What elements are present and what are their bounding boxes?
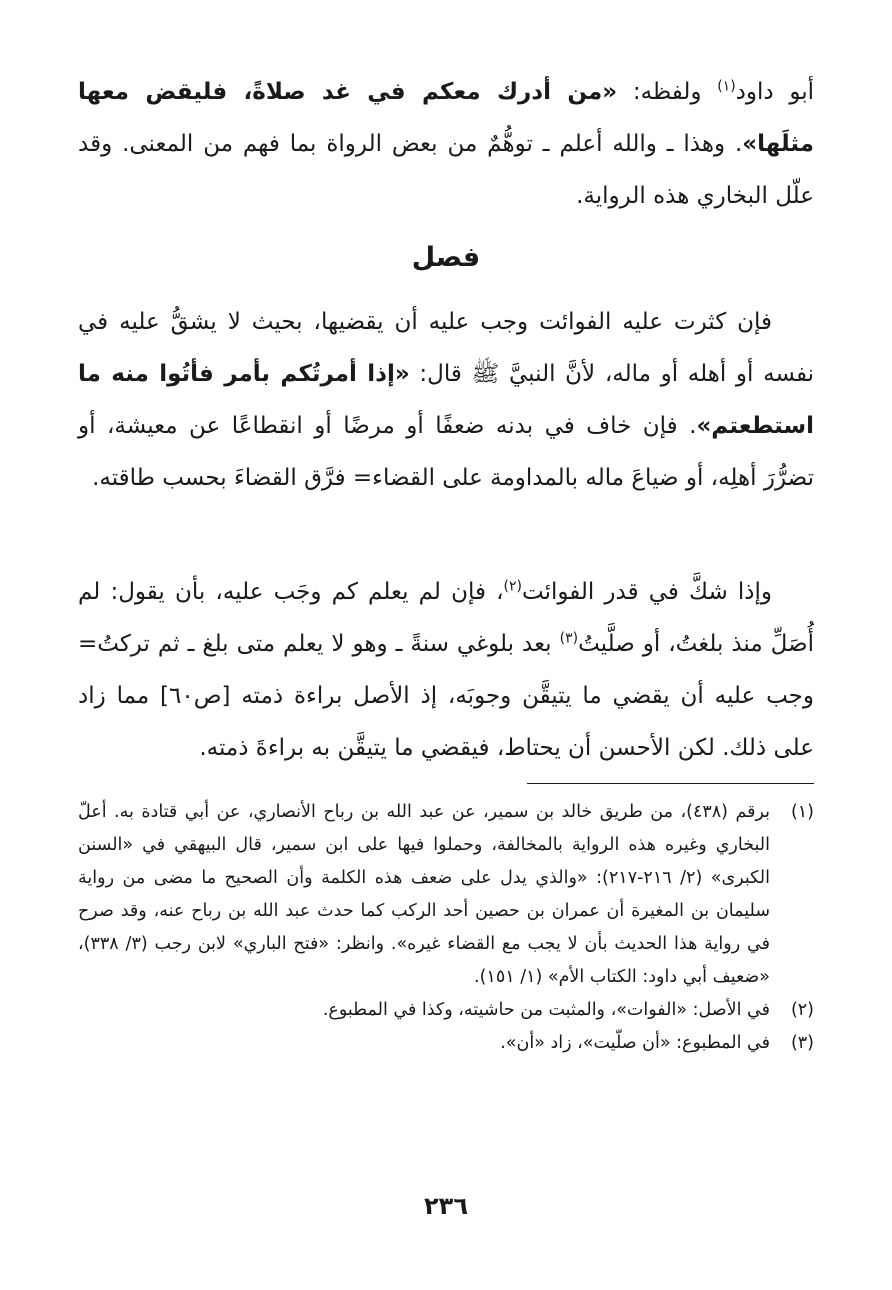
footnote-item bbox=[78, 1027, 814, 1060]
footnotes bbox=[78, 796, 814, 1060]
footnote-text: في الأصل: «الفوات»، والمثبت من حاشيته، وكذا في المطبوع. bbox=[322, 1000, 770, 1020]
intro-paragraph bbox=[78, 66, 814, 222]
footnote-number: (٢) bbox=[790, 1000, 814, 1020]
page-number: ٢٣٦ bbox=[424, 1192, 468, 1220]
paragraph-2-part2: ، فإن لم يعلم كم وجَب عليه، بأن يقول: لم أُصَلِّ منذ بلغتُ، أو صلَّيتُ bbox=[78, 579, 815, 657]
paragraph-2 bbox=[78, 566, 814, 774]
intro-text-mid: ولفظه: bbox=[617, 79, 718, 105]
paragraph-2-part1: وإذا شكَّ في قدر الفوائت bbox=[522, 579, 772, 605]
footnote-ref-3: (٣) bbox=[559, 630, 579, 647]
footnote-number: (٣) bbox=[790, 1033, 814, 1053]
footnote-separator bbox=[527, 783, 814, 784]
footnote-text: برقم (٤٣٨)، من طريق خالد بن سمير، عن عبد الله بن رباح الأنصاري، عن أبي قتادة به. أعلّ البخاري وغيره هذه الرواية بالمخالفة، وحملوا فيها على ابن سمير، قال البيهقي في «السنن الكبرى» (٢/ ٢١٦-٢١٧): «والذي يدل على ضعف هذه الكلمة وأن الصحيح ما مضى من رواية سليمان بن المغيرة أن عمران بن حصين أحد الركب كما حدث عبد الله بن رباح عنه، وقد صرح في رواية هذا الحديث بأن لا يجب مع القضاء غيره». وانظر: «فتح الباري» لابن رجب (٣/ ٣٣٨)، «ضعيف أبي داود: الكتاب الأم» (١/ ١٥١). bbox=[78, 802, 770, 987]
intro-text-after: . وهذا ـ والله أعلم ـ توهُّمٌ من بعض الرواة بما فهم من المعنى. وقد علّل البخاري هذه الرواية. bbox=[78, 131, 814, 209]
footnote-ref-2: (٢) bbox=[503, 578, 522, 595]
paragraph-1-after: . فإن خاف في بدنه ضعفًا أو مرضًا أو انقطاعًا عن معيشة، أو تضرُّرَ أهلِه، أو ضياعَ ماله بالمداومة على القضاء= فرَّق القضاءَ بحسب طاقته. bbox=[78, 413, 814, 491]
paragraph-1 bbox=[78, 296, 814, 504]
paragraph-2-part3: بعد بلوغي سنةً ـ وهو لا يعلم متى بلغ ـ ثم تركتُ= وجب عليه أن يقضي ما يتيقَّن وجوبَه، إذ الأصل براءة ذمته [ص٦٠] مما زاد على ذلك. لكن الأحسن أن يحتاط، فيقضي ما يتيقَّن به براءةَ ذمته. bbox=[78, 631, 814, 761]
hadith-quote-1: «من أدرك معكم في غد صلاةً، فليقض معها مثلَها» bbox=[78, 79, 814, 157]
hadith-quote-2: «إذا أمرتُكم بأمر فأتُوا منه ما استطعتم» bbox=[78, 361, 814, 439]
footnote-item bbox=[78, 796, 814, 994]
footnote-item bbox=[78, 994, 814, 1027]
paragraph-1-before: فإن كثرت عليه الفوائت وجب عليه أن يقضيها، بحيث لا يشقُّ عليه في نفسه أو أهله أو ماله، لأنَّ النبيَّ ﷺ قال: bbox=[78, 309, 815, 387]
footnote-number: (١) bbox=[790, 802, 814, 822]
section-heading: فصل bbox=[411, 242, 481, 273]
footnote-text: في المطبوع: «أن صلّيت»، زاد «أن». bbox=[500, 1033, 770, 1053]
intro-text-before: أبو داود bbox=[735, 79, 814, 105]
footnote-ref-1: (١) bbox=[717, 78, 736, 95]
